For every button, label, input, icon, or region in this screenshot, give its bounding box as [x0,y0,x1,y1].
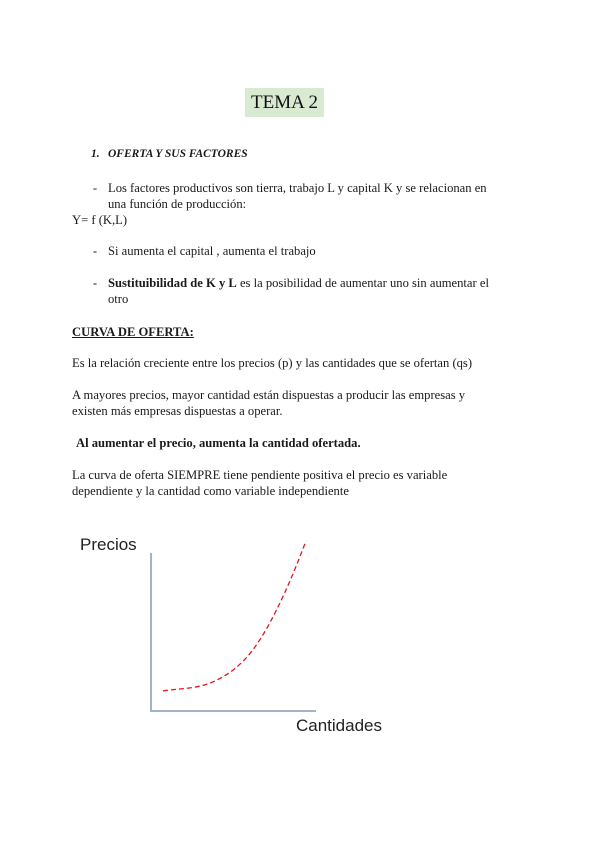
page-title: TEMA 2 [245,88,324,117]
curva-paragraph-line1: A mayores precios, mayor cantidad están dispuestas a producir las empresas y [72,388,466,402]
bullet-dash: - [92,181,98,195]
sustituibilidad-text: es la posibilidad de aumentar uno sin aumentar el [236,276,489,290]
x-axis-label: Cantidades [296,716,383,735]
bullet-sustituibilidad-line2: otro [108,292,129,306]
supply-curve [163,541,306,691]
production-formula: Y= f (K,L) [72,213,128,227]
bullet-factores-line1: Los factores productivos son tierra, trabajo L y capital K y se relacionan en [108,181,487,195]
curva-heading: CURVA DE OFERTA: [72,325,194,339]
bullet-dash: - [92,244,98,258]
curva-definition: Es la relación creciente entre los precios (p) y las cantidades que se ofertan (qs) [72,356,473,370]
y-axis-label: Precios [80,535,137,554]
bullet-capital: Si aumenta el capital , aumenta el trabajo [108,244,316,258]
bullet-dash: - [92,276,98,290]
sustituibilidad-term: Sustituibilidad de K y L [108,276,237,290]
curva-pendiente-line1: La curva de oferta SIEMPRE tiene pendiente positiva el precio es variable [72,468,448,482]
bullet-factores-line2: una función de producción: [108,197,247,211]
curva-pendiente-line2: dependiente y la cantidad como variable independiente [72,484,349,498]
curva-paragraph-line2: existen más empresas dispuestas a operar. [72,404,283,418]
section-number: 1. [91,148,100,160]
section-heading: OFERTA Y SUS FACTORES [108,148,248,160]
curva-key-statement: Al aumentar el precio, aumenta la cantidad ofertada. [76,436,361,450]
